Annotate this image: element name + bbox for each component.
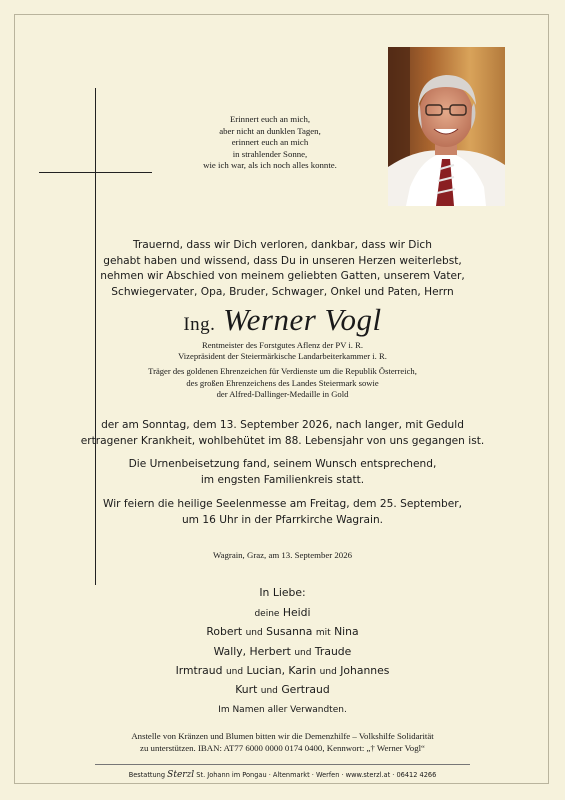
death-line: ertragener Krankheit, wohlbehütet im 88. Lebensjahr von uns gegangen ist. bbox=[80, 434, 485, 447]
poem-line: in strahlender Sonne, bbox=[232, 148, 308, 159]
funeral-home-footer bbox=[60, 770, 505, 780]
intro-line: Trauernd, dass wir Dich verloren, dankbar, dass wir Dich bbox=[133, 239, 432, 251]
deceased-name bbox=[60, 301, 505, 344]
mourners-list bbox=[60, 604, 505, 720]
name-prefix: Ing. bbox=[183, 314, 216, 335]
mass-line: um 16 Uhr in der Pfarrkirche Wagrain. bbox=[181, 513, 384, 526]
mourner-line: deine Heidi bbox=[254, 606, 311, 619]
intro-text bbox=[60, 238, 505, 300]
in-love-heading: In Liebe: bbox=[259, 586, 306, 599]
poem-line: Erinnert euch an mich, bbox=[229, 114, 311, 124]
honors-text bbox=[60, 340, 505, 400]
title-line: der Alfred-Dallinger-Medaille in Gold bbox=[216, 388, 349, 399]
mourner-line: Robert und Susanna mit Nina bbox=[206, 625, 359, 639]
title-line: Träger des goldenen Ehrenzeichen für Verdienste um die Republik Österreich, bbox=[148, 366, 417, 377]
poem-line: erinnert euch an mich bbox=[231, 137, 309, 148]
urn-line: im engsten Familienkreis statt. bbox=[200, 473, 365, 486]
poem-line: aber nicht an dunklen Tagen, bbox=[219, 125, 321, 136]
cross-icon-horizontal bbox=[39, 172, 152, 173]
mass-notice bbox=[60, 497, 505, 528]
mourner-line: Wally, Herbert und Traude bbox=[213, 644, 352, 658]
mourner-line: Irmtraud und Lucian, Karin und Johannes bbox=[175, 663, 390, 677]
donation-line: zu unterstützen. IBAN: AT77 6000 0000 0174 0400, Kennwort: „† Werner Vogl“ bbox=[140, 743, 425, 753]
death-notice bbox=[60, 418, 505, 449]
mass-line: Wir feiern die heilige Seelenmesse am Freitag, dem 25. September, bbox=[102, 498, 463, 510]
intro-line: gehabt haben und wissend, dass Du in unseren Herzen weiterlebst, bbox=[103, 254, 462, 267]
urn-notice bbox=[60, 457, 505, 488]
funeral-home-logo: Sterzl bbox=[167, 770, 195, 780]
poem-line: wie ich war, als ich noch alles konnte. bbox=[203, 160, 337, 171]
place-date: Wagrain, Graz, am 13. September 2026 bbox=[212, 550, 353, 560]
intro-line: nehmen wir Abschied von meinem geliebten Gatten, unserem Vater, bbox=[100, 270, 465, 282]
name-main: Werner Vogl bbox=[223, 302, 382, 337]
death-line: der am Sonntag, dem 13. September 2026, nach langer, mit Geduld bbox=[101, 419, 464, 431]
intro-line: Schwiegervater, Opa, Bruder, Schwager, Onkel und Paten, Herrn bbox=[111, 285, 454, 298]
title-line: Rentmeister des Forstgutes Aflenz der PV i. R. bbox=[202, 340, 363, 350]
donation-line: Anstelle von Kränzen und Blumen bitten wir die Demenzhilfe – Volkshilfe Solidarität bbox=[131, 731, 434, 741]
footer-divider bbox=[95, 764, 470, 765]
mourner-line: Im Namen aller Verwandten. bbox=[218, 705, 347, 716]
donation-note bbox=[60, 730, 505, 754]
title-line: des großen Ehrenzeichens des Landes Steiermark sowie bbox=[186, 377, 379, 388]
urn-line: Die Urnenbeisetzung fand, seinem Wunsch entsprechend, bbox=[128, 458, 437, 470]
portrait-photo bbox=[388, 47, 505, 206]
footer-contact: St. Johann im Pongau · Altenmarkt · Werfen · www.sterzl.at · 06412 4266 bbox=[196, 771, 437, 779]
mourner-line: Kurt und Gertraud bbox=[235, 683, 330, 697]
footer-pre: Bestattung bbox=[128, 771, 166, 779]
title-line: Vizepräsident der Steiermärkische Landarbeiterkammer i. R. bbox=[178, 351, 387, 362]
poem bbox=[168, 114, 372, 172]
